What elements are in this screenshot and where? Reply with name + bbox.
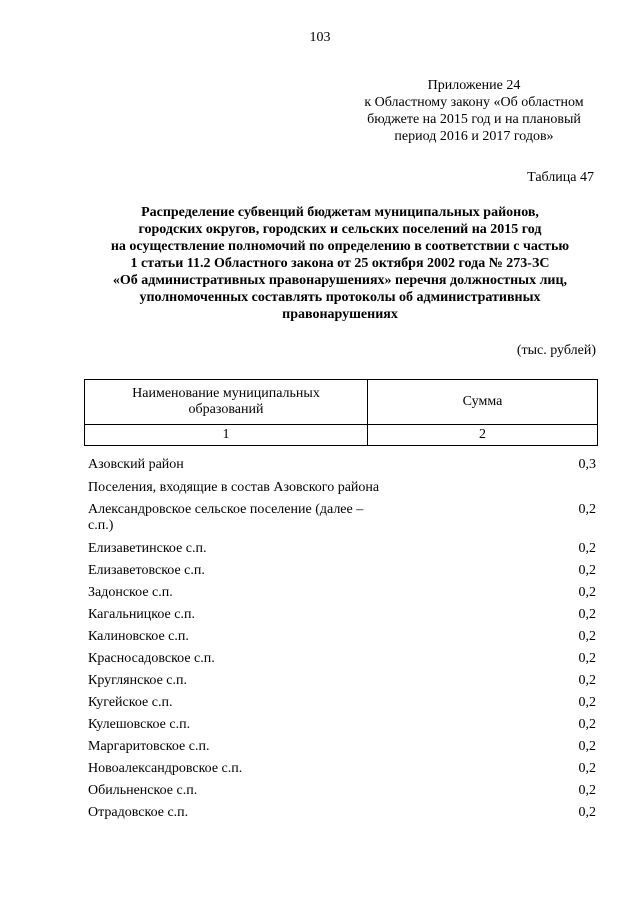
table-row <box>88 629 596 645</box>
table-row <box>88 502 596 534</box>
appendix-line: к Областному закону «Об областном <box>364 95 584 110</box>
column-number-2: 2 <box>368 425 598 446</box>
appendix-reference <box>340 77 608 145</box>
units-label: (тыс. рублей) <box>516 343 596 358</box>
row-value: 0,2 <box>578 717 596 732</box>
row-value: 0,2 <box>578 651 596 666</box>
row-value: 0,2 <box>578 502 596 517</box>
title-line: на осуществление полномочий по определению в соответствии с частью <box>110 239 570 254</box>
table-row <box>88 783 596 799</box>
row-name: Кагальницкое с.п. <box>88 607 195 622</box>
page-number: 103 <box>309 30 331 45</box>
row-name: Калиновское с.п. <box>88 629 189 644</box>
header-name: Наименование муниципальных образований <box>85 380 368 425</box>
row-name: Поселения, входящие в состав Азовского района <box>88 480 380 495</box>
appendix-line: Приложение 24 <box>427 78 521 93</box>
row-value: 0,2 <box>578 695 596 710</box>
title-line: Распределение субвенций бюджетам муниципальных районов, <box>141 205 539 220</box>
appendix-line: бюджете на 2015 год и на плановый <box>367 112 581 127</box>
row-name: Кулешовское с.п. <box>88 717 191 732</box>
title-line: «Об административных правонарушениях» перечня должностных лиц, <box>112 273 568 288</box>
table-row <box>88 695 596 711</box>
title-line: правонарушениях <box>282 307 398 322</box>
document-title <box>80 204 600 323</box>
row-name: Маргаритовское с.п. <box>88 739 210 754</box>
table-row <box>88 717 596 733</box>
row-name: Александровское сельское поселение (далее – с.п.) <box>88 502 364 533</box>
row-value: 0,2 <box>578 739 596 754</box>
row-value: 0,2 <box>578 805 596 820</box>
table-row <box>88 805 596 821</box>
table-row <box>88 739 596 755</box>
row-name: Задонское с.п. <box>88 585 173 600</box>
table-row <box>88 607 596 623</box>
row-value: 0,2 <box>578 541 596 556</box>
row-name: Круглянское с.п. <box>88 673 187 688</box>
row-value: 0,2 <box>578 761 596 776</box>
table-row <box>88 585 596 601</box>
table-number: Таблица 47 <box>527 170 594 185</box>
row-value: 0,3 <box>578 457 596 472</box>
row-name: Елизаветовское с.п. <box>88 563 205 578</box>
table-row <box>88 541 596 557</box>
row-name: Кугейское с.п. <box>88 695 173 710</box>
row-name: Красносадовское с.п. <box>88 651 215 666</box>
row-value: 0,2 <box>578 607 596 622</box>
table-row <box>88 563 596 579</box>
title-line: 1 статьи 11.2 Областного закона от 25 октября 2002 года № 273-ЗС <box>130 256 550 271</box>
table-row <box>88 761 596 777</box>
row-name: Елизаветинское с.п. <box>88 541 207 556</box>
row-value: 0,2 <box>578 585 596 600</box>
table-row <box>88 651 596 667</box>
table-header <box>84 379 598 446</box>
row-value: 0,2 <box>578 673 596 688</box>
row-name: Новоалександровское с.п. <box>88 761 243 776</box>
header-sum: Сумма <box>368 380 598 425</box>
row-name: Обильненское с.п. <box>88 783 198 798</box>
row-value: 0,2 <box>578 783 596 798</box>
table-body <box>88 451 596 821</box>
table-row <box>88 457 596 473</box>
row-name: Азовский район <box>88 457 184 472</box>
row-value: 0,2 <box>578 629 596 644</box>
table-row <box>88 673 596 689</box>
table-row <box>88 480 596 496</box>
row-value: 0,2 <box>578 563 596 578</box>
row-name: Отрадовское с.п. <box>88 805 189 820</box>
appendix-line: период 2016 и 2017 годов» <box>394 129 554 144</box>
column-number-1: 1 <box>85 425 368 446</box>
title-line: городских округов, городских и сельских поселений на 2015 год <box>138 222 542 237</box>
title-line: уполномоченных составлять протоколы об административных <box>139 290 541 305</box>
